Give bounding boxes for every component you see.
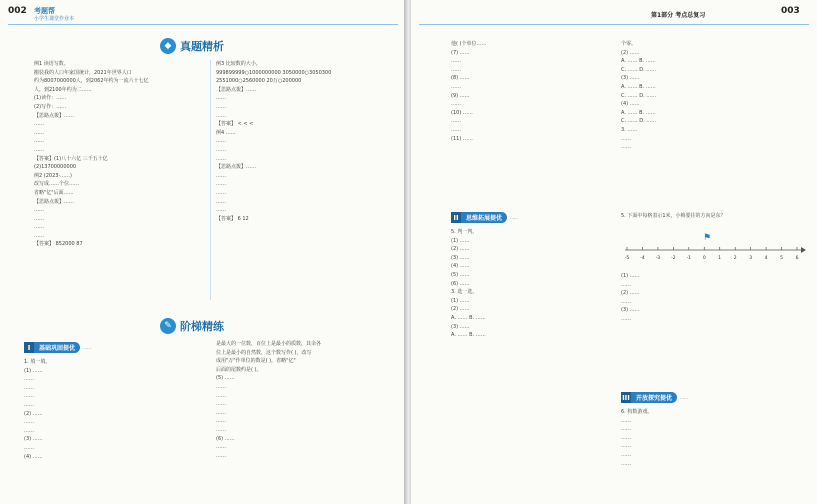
page-number: 003 [781, 6, 800, 16]
number-line-label: -3 [655, 256, 661, 261]
column-divider [210, 60, 211, 300]
arrow-icon [801, 247, 806, 253]
exercise-column-1: 1. 填一填。 (1) …… …… …… …… …… (2) …… …… …… (3) …… …… (4) …… [24, 359, 51, 460]
number-line-figure [621, 228, 806, 268]
example-column-1: 例1 读语写数。 搬装我的人口年家国统计，2021年世界人口 约为8007000000人，到2062年约为一流六十七亿 人，到2100年约为二…… (1)读作：…… (2)写作：…… 【思路点拨】…… …… …… …… …… 【答案】(1)八十六亿 三千五十亿 (2)13700000000 例2 (2023·……) 改写成……个位…… 省略"亿"后面…… 【思路点拨】…… …… …… …… …… 【答案】 852000 87 [34, 61, 149, 248]
exercise-column-7: 6. 构数游戏。 …… …… …… …… …… …… [621, 409, 653, 467]
number-line-label: 6 [795, 256, 799, 261]
open-section-tag: III 开放探究提优 …… [622, 393, 689, 402]
number-line-question: 5. 下面中每格表示1米，小梅要往的方向是东？ [621, 213, 726, 219]
number-line-label: 5 [780, 256, 783, 261]
header-rule [8, 24, 398, 25]
page-number: 002 [8, 6, 27, 16]
brand-subtitle: 小学生课堂作业本 [34, 16, 75, 22]
exercise-column-4: 个零。 (2) …… A. …… B. …… C. …… D. …… (3) …… A. …… B. …… C. …… D. …… (4) …… A. …… B. …… C. …… D. …… 3. …… …… …… [621, 41, 657, 151]
thinking-section-tag: II 思维拓展提优 …… [451, 212, 518, 223]
left-page [0, 0, 406, 504]
exercise-column-5: 5. 判一判。 (1) …… (2) …… (3) …… (4) …… (5) …… (6) …… 3. 选一选。 (1) …… (2) …… A. …… B. …… (3) …… A. …… B. …… [451, 229, 486, 339]
walker-icon: ⚑ [703, 233, 712, 243]
section-subtitle: …… [510, 215, 519, 220]
right-page [411, 0, 817, 504]
section-subtitle: …… [83, 345, 92, 350]
section-subtitle: …… [680, 395, 689, 400]
pencil-icon: ✎ [160, 318, 176, 334]
section-label: 思维拓展提优 [461, 212, 507, 223]
basic-section-tag: I 基础巩固提优 …… [24, 342, 91, 353]
brand-logo: 考题帮 [34, 7, 55, 15]
number-line-label: -4 [640, 256, 645, 261]
number-line-label: 1 [718, 256, 722, 261]
practice-banner [160, 318, 224, 334]
number-line-label: 2 [733, 256, 737, 261]
header-rule [419, 24, 809, 25]
example-column-2: 例3 比较数的大小。 999899999○1000000000 3050000○3050300 2551000○2560000 20万○200000 【思路点拨】…… …… …… …… 【答案】 < < < 例4 …… …… …… …… 【思路点拨】…… …… …… …… …… …… 【答案】 6 12 [216, 61, 332, 222]
number-line-label: 3 [749, 256, 753, 261]
section-label: 开放探究提优 [631, 392, 677, 403]
number-line-label: -2 [671, 256, 676, 261]
number-line-label: -1 [686, 256, 692, 261]
practice-banner-title: 阶梯精练 [180, 320, 224, 333]
number-line-label: 4 [764, 256, 768, 261]
banner-title: 真题精析 [180, 40, 224, 53]
exercise-column-3: 他( )个单位…… (7) …… …… …… (8) …… …… (9) …… …… (10) …… …… …… (11) …… [451, 41, 487, 142]
chapter-title: 第1部分 考点总复习 [651, 12, 706, 19]
section-banner [160, 38, 224, 54]
section-label: 基础巩固提优 [34, 342, 80, 353]
book-icon: ◆ [160, 38, 176, 54]
number-line-label: 0 [702, 256, 706, 261]
exercise-column-2: 是最大的一位数，百位上是最小的质数，其余各 位上是最小的自然数，这个数写作( )，改写 成用"万"作单位的数是( )，省略"亿" 后面的尾数约是( )。 (5) …… …… …… …… …… …… …… (6) …… …… …… [216, 341, 322, 459]
number-line-label: -5 [624, 256, 630, 261]
exercise-column-6: (1) …… …… (2) …… …… (3) …… …… [621, 273, 640, 322]
